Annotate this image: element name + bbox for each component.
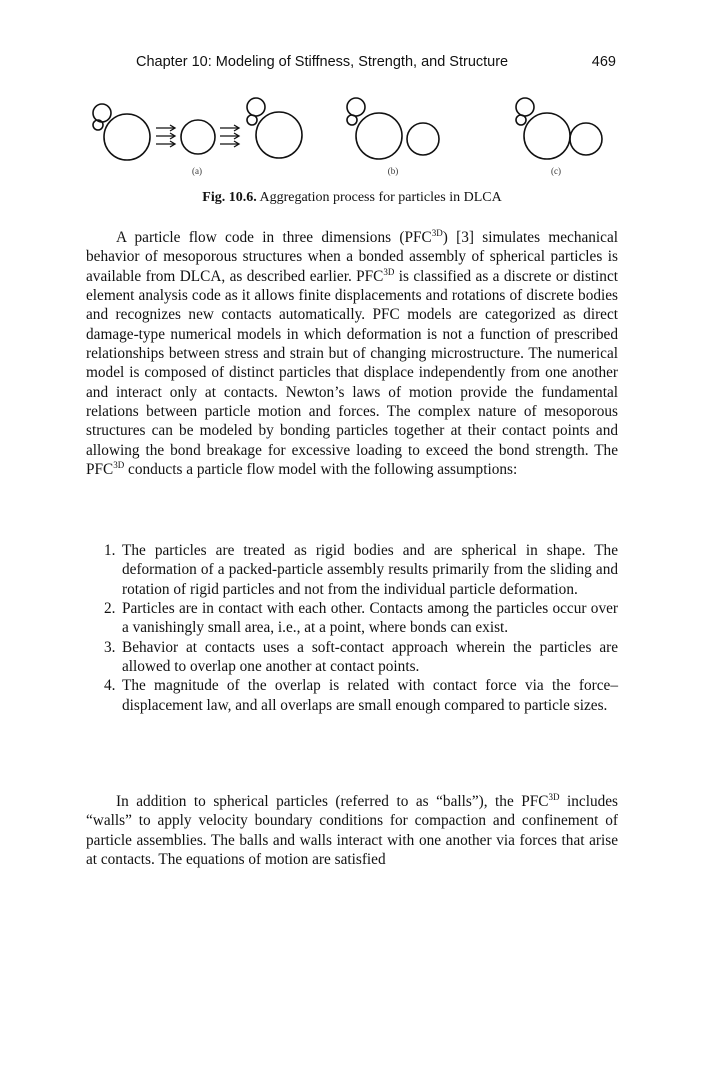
assumptions-list (86, 541, 618, 715)
panel-label-b: (b) (387, 166, 399, 176)
panel-label-c: (c) (551, 166, 561, 176)
superscript: 3D (548, 792, 560, 802)
aggregation-figure (86, 92, 618, 177)
figure-caption-text: Aggregation process for particles in DLCA (256, 190, 502, 205)
list-item (86, 541, 618, 599)
list-text: The magnitude of the overlap is related with contact force via the force–displacement law, and all overlaps are small enough compared to particle sizes. (122, 677, 618, 714)
figure-caption (86, 190, 618, 206)
panel-label-a: (a) (192, 166, 202, 176)
superscript: 3D (113, 460, 125, 471)
particle-medium (407, 123, 439, 155)
body-paragraph-1 (86, 228, 618, 479)
page-number: 469 (591, 54, 616, 70)
superscript: 3D (383, 266, 395, 277)
superscript: 3D (431, 228, 443, 238)
text-run: In addition to spherical particles (referred to as “balls”), the PFC (116, 793, 549, 810)
text-run: conducts a particle flow model with the following assumptions: (124, 461, 518, 479)
text-run: is classified as a discrete or distinct element analysis code as it allows finite displacements and rotations of discrete bodies and recognizes new contacts automatically. PFC models are categorized as direct damage-type numerical models in which deformation is not a function of prescribed relationships between stress and strain but of changing microstructure. The numerical model is composed of distinct particles that displace independently from one another and interact only at contacts. Newton’s laws of motion provide the fundamental relations between particle motion and forces. The complex nature of mesoporous structures can be modeled by bonding particles together at their contact points and allowing the bond breakage for excessive loading to exceed the bond strength. The PFC (86, 267, 618, 479)
particle-medium (181, 120, 215, 154)
page-header (86, 54, 618, 76)
text-run: ) [3] simulates mechanical behavior of mesoporous structures when a bonded assembly of spherical particles is available from DLCA, as described earlier. PFC (86, 229, 619, 285)
chapter-title: Chapter 10: Modeling of Stiffness, Strength, and Structure (136, 54, 509, 70)
list-number: 1. (104, 542, 116, 559)
list-item (86, 676, 618, 715)
list-text: The particles are treated as rigid bodies and are spherical in shape. The deformation of a packed-particle assembly results primarily from the sliding and rotation of rigid particles and not from the individual particle deformation. (122, 542, 618, 598)
list-text: Behavior at contacts uses a soft-contact approach wherein the particles are allowed to overlap one another at contact points. (122, 638, 618, 676)
particle-cluster-small (347, 115, 357, 125)
particle-cluster-small (516, 98, 534, 116)
list-number: 3. (104, 638, 116, 656)
particle-cluster-small (347, 98, 365, 116)
particle-cluster-small (247, 98, 265, 116)
list-number: 2. (104, 600, 116, 618)
particle-cluster-small (93, 104, 111, 122)
particle-cluster-small (516, 115, 526, 125)
particle-large (256, 112, 302, 158)
list-item (86, 638, 618, 677)
text-run: includes “walls” to apply velocity boundary conditions for compaction and confinement of particle assemblies. The balls and walls interact with one another via forces that arise at contacts. The equations of motion are satisfied (86, 793, 618, 869)
text-run: A particle flow code in three dimensions (PFC (116, 229, 432, 246)
body-paragraph-2 (86, 792, 618, 869)
particle-large (104, 114, 150, 160)
figure-caption-label: Fig. 10.6. (202, 190, 257, 205)
particle-medium (570, 123, 602, 155)
list-text: Particles are in contact with each other. Contacts among the particles occur over a vanishingly small area, i.e., at a point, where bonds can exist. (122, 600, 618, 637)
list-number: 4. (104, 677, 116, 695)
list-item (86, 599, 618, 638)
particle-large (524, 113, 570, 159)
particle-large (356, 113, 402, 159)
particle-cluster-small (247, 115, 257, 125)
